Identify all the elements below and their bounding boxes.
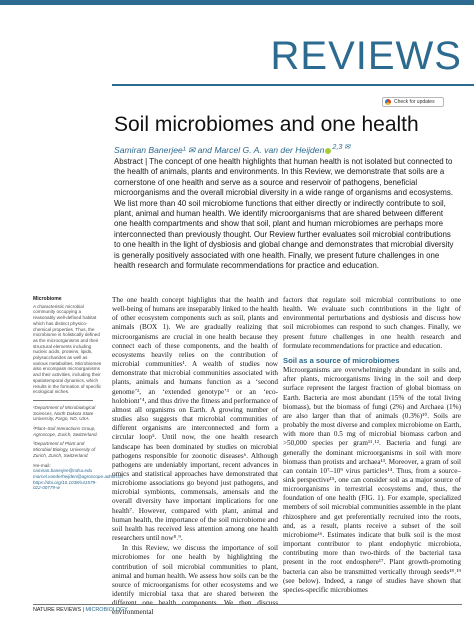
glossary-definition: A characteristic microbial community occupying a reasonably well-defined habitat which has distinct physico-chemical properties. Thus, the microbiome is holistically defined as the microorganisms and their structural elements including nucleic acids, proteins, lipids, polysaccharides as well as various metabolites. Microbiomes also encompass microorganisms and their activities, including their spatiotemporal dynamics, which results in the formation of specific ecological niches. bbox=[33, 303, 102, 395]
section-heading: Soil as a source of microbiomes bbox=[283, 355, 400, 365]
glossary-term: Microbiome bbox=[33, 296, 62, 302]
body-paragraph: The one health concept highlights that the health and well-being of humans are inseparably linked to the health of other ecosystem components such as soil, plants and animals (BOX 1). We are gradually realizing that microorganisms are crucial in one health because they connect each of these components, and the health of ecosystems heavily relies on the contribution of microbial communities¹. A wealth of studies now demonstrate that microbial communities associated with plants, animals and humans function as a ‘second genome’², an ‘extended genotype’³ or an ‘eco-holobiont’⁴, and thus drive the fitness and performance of almost all organisms on Earth. A growing number of studies also suggests that microbial communities of different organisms are interconnected and form a circular loop⁵. Until now, the one health research landscape has been dominated by studies on microbial pathogens responsible for zoonotic diseases⁶. Although pathogens are undeniably important, recent advances in omics and statistical approaches have demonstrated that microbiome associations go beyond just pathogens, and microbial symbionts, commensals, amensals and the overall diversity have important implications for one health⁷. However, compared with plant, animal and human health, the importance of the soil microbiome and soil health has received less attention among one health researchers until now⁸˒⁹. bbox=[112, 296, 278, 543]
email-link[interactable]: samiran.banerjee@ndsu.edu bbox=[33, 468, 93, 474]
check-for-updates-label: Check for updates bbox=[394, 99, 435, 105]
abstract-text: The concept of one health highlights that human health is not isolated but connected to the health of animals, plants and environments. In this Review, we demonstrate that soils are a cornerstone of one health and serve as a source and reservoir of pathogens, beneficial microorganisms and the overall microbial diversity in a wide range of organisms and ecosystems. We list more than 40 soil microbiome functions that either directly or indirectly contribute to soil, plant, animal and human health. We identify microorganisms that are shared between different one health compartments and show that soil, plant and human microbiomes are perhaps more interconnected than previously thought. Our Review further evaluates soil microbial contributions to one health in the light of dysbiosis and global change and demonstrates that microbial diversity is generally positively associated with one health. Finally, we present future challenges in one health research and formulate recommendations for practice and education. bbox=[114, 157, 454, 271]
body-paragraph: Microorganisms are overwhelmingly abundant in soils and, after plants, microorganisms living in the soil and deep surface represent the largest fraction of global biomass on Earth. Bacteria are most abundant (15% of the total living biomass), but the biomass of fungi (2%) and Archaea (1%) are also larger than that of animals (0.3%)¹⁰. Soils are probably the most diverse and complex microbiome on Earth, with more than 0.5 mg of microbial biomass carbon and >50,000 species per gram¹¹˒¹². Bacteria and fungi are generally the dominant microorganisms in soil with more biomass than protists and archaea¹³. Moreover, a gram of soil can contain 10⁷–10⁹ virus particles¹⁴. Thus, from a source–sink perspective¹⁵, one can consider soil as a major source of microorganisms in terrestrial ecosystems and, thus, the foundation of one health (FIG. 1). For example, specialized members of soil microbial communities assemble in the plant rhizosphere and get preferentially recruited into the roots, and, as a result, plants receive a subset of the soil microbiome¹⁶. Estimates indicate that bulk soil is the most important contributor to plant endophytic microbiota, contributing more than two-thirds of the bacterial taxa present in the root endosphere¹⁷. Plant growth-promoting bacteria can also be transmitted vertically through seeds¹⁸˒¹⁹ (see below). Indeed, a range of studies have shown that species-specific microbiomes bbox=[283, 366, 461, 594]
check-for-updates-button[interactable] bbox=[382, 97, 444, 107]
header-divider bbox=[112, 84, 474, 86]
email-link[interactable]: marcel.vanderheijden@agroscope.admin.ch bbox=[33, 473, 123, 479]
email-label: ✉e-mail: bbox=[33, 462, 51, 468]
author-line bbox=[114, 142, 350, 156]
affiliation: ²Plant–Soil Interactions Group, Agroscope, Zurich, Switzerland. bbox=[33, 426, 98, 437]
affiliation: ³Department of Plant and Microbial Biology, University of Zurich, Zurich, Switzerland. bbox=[33, 441, 96, 458]
article-title: Soil microbiomes and one health bbox=[114, 113, 419, 136]
abstract bbox=[114, 157, 458, 271]
top-accent-rule bbox=[0, 0, 474, 5]
doi-link[interactable]: https://doi.org/10.1038/s41579-022-00779-w bbox=[33, 479, 97, 491]
footer-journal: NATURE REVIEWS bbox=[33, 607, 82, 613]
affiliation: ¹Department of Microbiological Sciences, North Dakota State University, Fargo, ND, USA. bbox=[33, 404, 96, 422]
body-column-right bbox=[283, 296, 461, 595]
author-names[interactable]: Samiran Banerjee¹ ✉ and Marcel G. A. van der Heijden bbox=[114, 144, 325, 155]
author-affiliation-marks: 2,3 ✉ bbox=[332, 143, 351, 151]
section-header: REVIEWS bbox=[270, 34, 462, 78]
crossmark-icon bbox=[385, 99, 391, 105]
body-paragraph: In this Review, we discuss the importance of soil microbiomes for one health by highlighting the contribution of soil microbial communities to plant, animal and human health. We assess how soils can be the source of microorganisms for other ecosystems and we identify microbial taxa that are shared between the environmental bbox=[112, 544, 278, 617]
body-paragraph: factors that regulate soil microbial contributions to one health. We evaluate such contributions in the light of environmental perturbations and dysbiosis and discuss how soil microbiomes can respond to such changes. Finally, we present future challenges in one health research and formulate recommendations for practice and education. bbox=[283, 296, 461, 350]
footer-separator: | bbox=[81, 607, 86, 613]
footer bbox=[33, 607, 128, 613]
margin-notes bbox=[33, 296, 123, 491]
footer-divider bbox=[33, 604, 462, 605]
footer-section: MICROBIOLOGY bbox=[85, 607, 128, 613]
affiliations-divider bbox=[33, 400, 93, 401]
abstract-label: Abstract | bbox=[114, 157, 148, 166]
orcid-icon[interactable] bbox=[325, 148, 331, 154]
body-column-left bbox=[112, 296, 278, 617]
